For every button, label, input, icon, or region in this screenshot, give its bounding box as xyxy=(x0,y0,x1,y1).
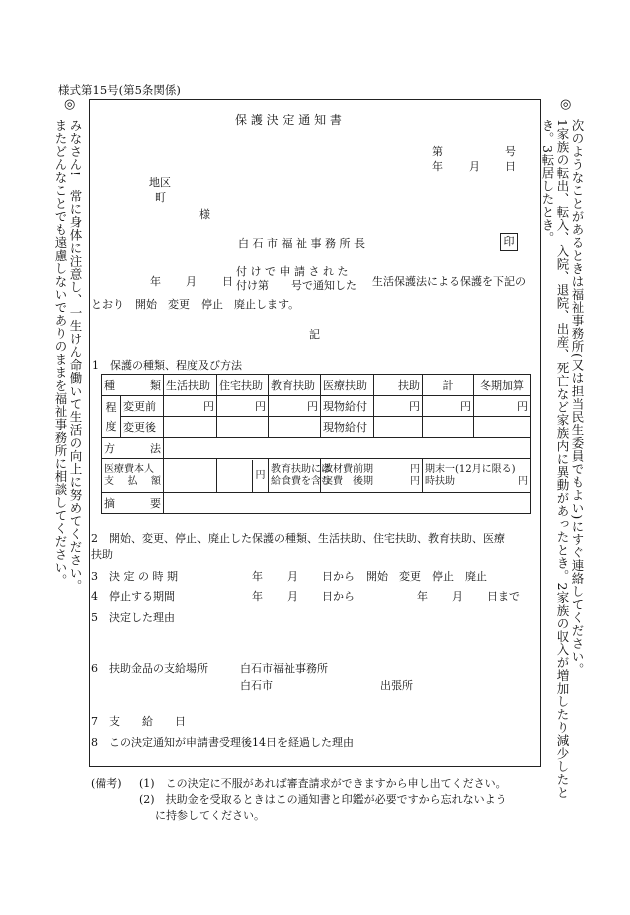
after-jutaku xyxy=(217,417,269,438)
iryohi-line1: 医療費本人 xyxy=(104,463,154,475)
kyozai-yen1: 円 xyxy=(410,463,420,475)
table-header-row xyxy=(102,375,531,396)
after-label: 変更後 xyxy=(121,417,164,438)
method-label: 方 法 xyxy=(102,438,164,459)
item4-month: 月 xyxy=(287,590,298,603)
right-note-line2: 1家族の転出、転入、入院、退院、出産、死亡など家族内に異動があったとき。2家族の収入が増加したり減少したとき。3転居したとき。 xyxy=(540,119,570,799)
table-row-summary xyxy=(102,493,531,514)
th-fujo: 扶助 xyxy=(374,375,423,396)
kimatsu-yen: 円 xyxy=(518,475,528,487)
th-kei: 計 xyxy=(423,375,474,396)
seal-stamp: 印 xyxy=(500,233,518,251)
remark-2-cont: に持参してください。 xyxy=(155,809,265,822)
iryohi-label xyxy=(102,459,164,493)
item8-label: 8 この決定通知が申請書受理後14日を経過した理由 xyxy=(91,736,354,749)
item6-label: 6 扶助金品の支給場所 xyxy=(91,662,208,675)
right-note xyxy=(540,119,585,824)
intro-month: 月 xyxy=(186,275,197,288)
intro-year: 年 xyxy=(150,275,161,288)
before-seikatsu: 円 xyxy=(164,396,217,417)
item3-rest: 日から 開始 変更 停止 廃止 xyxy=(322,570,487,583)
after-fujo xyxy=(374,417,423,438)
iryohi-yen: 円 xyxy=(252,460,268,492)
left-note xyxy=(53,119,83,719)
item3-month: 月 xyxy=(287,570,298,583)
kimatsu2: 時扶助 xyxy=(425,475,455,487)
item4-year: 年 xyxy=(252,590,263,603)
degree-label: 程度 xyxy=(102,396,121,438)
intro-mid2: 付け第 号で通知した xyxy=(236,279,357,292)
bullet-mark-left: ◎ xyxy=(64,97,76,112)
th-seikatsu: 生活扶助 xyxy=(164,375,217,396)
kyoiku-note1: 教育扶助には xyxy=(271,463,331,475)
after-seikatsu xyxy=(164,417,217,438)
remark-1: (1) この決定に不服があれば審査請求ができますから申し出てください。 xyxy=(139,777,507,790)
intro-day: 日 xyxy=(222,275,233,288)
before-iryo: 現物給付 xyxy=(321,396,374,417)
summary-label: 摘 要 xyxy=(102,493,164,514)
section1-heading: 1 保護の種類、程度及び方法 xyxy=(92,359,242,372)
date-day: 日 xyxy=(505,160,516,173)
ki-label: 記 xyxy=(309,328,320,341)
kyozai-cell xyxy=(321,459,423,493)
issuer: 白 石 市 福 祉 事 務 所 長 xyxy=(238,237,365,250)
before-kyoiku: 円 xyxy=(269,396,321,417)
district-label: 地区 xyxy=(149,176,171,189)
left-note-line1: みなさん! 常に身体に注意し、一生けん命働いて生活の向上に努めてください。 xyxy=(68,119,83,593)
table-row-method xyxy=(102,438,531,459)
bullet-mark-right: ◎ xyxy=(560,97,572,112)
form-id: 様式第15号(第5条関係) xyxy=(58,83,181,97)
summary-value xyxy=(164,493,531,514)
item6-place2: 白石市 xyxy=(240,679,273,692)
item5-label: 5 決定した理由 xyxy=(91,611,175,624)
th-toki: 冬期加算 xyxy=(474,375,531,396)
item6-place3: 出張所 xyxy=(380,679,413,692)
item3-year: 年 xyxy=(252,570,263,583)
date-month: 月 xyxy=(469,160,480,173)
th-jutaku: 住宅扶助 xyxy=(217,375,269,396)
table-row-after xyxy=(102,417,531,438)
item2-line2: 扶助 xyxy=(91,548,113,561)
left-note-line2: またどんなことでも遠慮しないでありのままを福祉事務所に相談してください。 xyxy=(53,119,68,587)
iryohi-line2: 支 払 額 xyxy=(104,475,161,487)
number-suffix: 号 xyxy=(505,145,516,158)
document-title: 保 護 決 定 通 知 書 xyxy=(235,113,342,127)
kyozai2: 実費 後期 xyxy=(323,475,373,487)
item4-month2: 月 xyxy=(452,590,463,603)
before-kei: 円 xyxy=(423,396,474,417)
item4-label: 4 停止する期間 xyxy=(91,590,175,603)
item3-label: 3 決 定 の 時 期 xyxy=(91,570,178,583)
after-iryo: 現物給付 xyxy=(321,417,374,438)
before-jutaku: 円 xyxy=(217,396,269,417)
item7-label: 7 支 給 日 xyxy=(91,715,186,728)
item6-place1: 白石市福祉事務所 xyxy=(240,662,328,675)
kyoiku-note2: 給食費を含む xyxy=(271,475,331,487)
method-value xyxy=(164,438,531,459)
th-kyoiku: 教育扶助 xyxy=(269,375,321,396)
intro-tail: 生活保護法による保護を下記の xyxy=(372,275,526,288)
remarks-label: (備考) xyxy=(91,777,122,790)
honorific: 様 xyxy=(199,208,210,221)
date-year: 年 xyxy=(432,160,443,173)
after-toki xyxy=(474,417,531,438)
assistance-table xyxy=(101,374,531,514)
item2-line1: 2 開始、変更、停止、廃止した保護の種類、生活扶助、住宅扶助、教育扶助、医療 xyxy=(91,532,505,545)
before-fujo: 円 xyxy=(374,396,423,417)
table-row-before xyxy=(102,396,531,417)
table-row-payment xyxy=(102,459,531,493)
after-kei xyxy=(423,417,474,438)
kyoiku-note xyxy=(269,459,331,493)
intro-line2: とおり 開始 変更 停止 廃止します。 xyxy=(91,298,300,311)
item4-year2: 年 xyxy=(417,590,428,603)
iryohi-blank xyxy=(164,459,217,493)
th-iryo: 医療扶助 xyxy=(321,375,374,396)
kimatsu-cell xyxy=(423,459,531,493)
remark-2: (2) 扶助金を受取るときはこの通知書と印鑑が必要ですから忘れないよう xyxy=(139,793,507,806)
number-label: 第 xyxy=(432,145,443,158)
th-type: 種 類 xyxy=(102,375,164,396)
kimatsu1: 期末一(12月に限る) xyxy=(425,463,516,475)
iryohi-amount xyxy=(217,459,269,493)
intro-mid1: 付 け で 申 請 さ れ た xyxy=(236,265,349,278)
after-kyoiku xyxy=(269,417,321,438)
before-label: 変更前 xyxy=(121,396,164,417)
kyozai1: 教材費前期 xyxy=(323,463,373,475)
before-toki: 円 xyxy=(474,396,531,417)
right-note-line1: 次のようなことがあるときは福祉事務所(又は担当民生委員でもよい)にすぐ連絡してください。 xyxy=(570,119,585,676)
item4-from: 日から xyxy=(322,590,355,603)
kyozai-yen2: 円 xyxy=(410,475,420,487)
intro-middle xyxy=(236,265,357,293)
town-label: 町 xyxy=(155,191,166,204)
item4-to: 日まで xyxy=(487,590,520,603)
